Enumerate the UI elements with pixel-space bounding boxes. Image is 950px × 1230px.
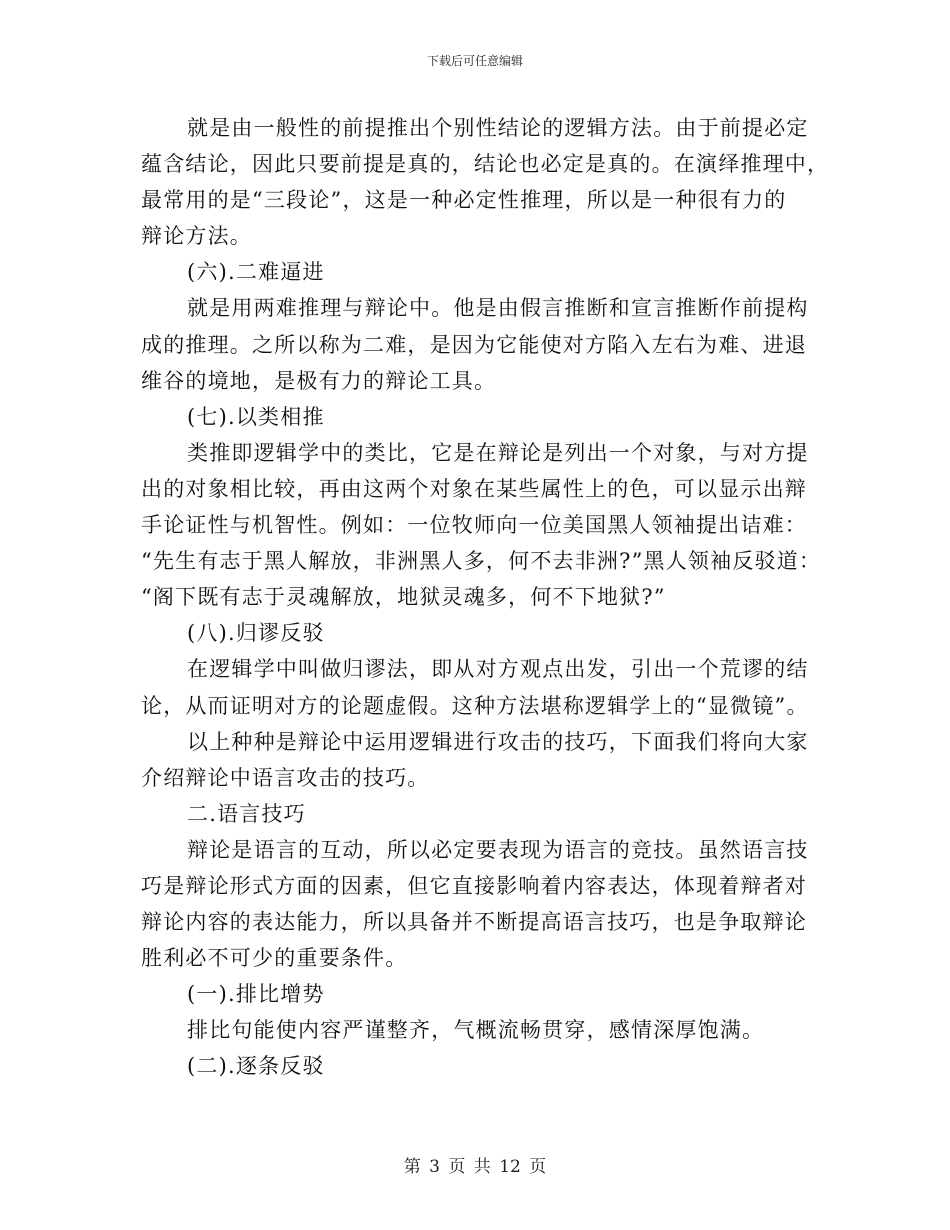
text-line: 胜利必不可少的重要条件。	[141, 946, 408, 971]
text-line: 蕴含结论，因此只要前提是真的，结论也必定是真的。在演绎推理中，	[141, 152, 830, 177]
section-heading: 二.语言技巧	[187, 801, 306, 826]
text-line: 手论证性与机智性。例如：一位牧师向一位美国黑人领袖提出诘难：	[141, 513, 807, 538]
text-line: “阁下既有志于灵魂解放，地狱灵魂多，何不下地狱?”	[141, 585, 666, 610]
section-heading: (六).二难逼进	[187, 260, 325, 285]
text-line: “先生有志于黑人解放，非洲黑人多，何不去非洲?”黑人领袖反驳道：	[141, 549, 822, 574]
text-line: 以上种种是辩论中运用逻辑进行攻击的技巧，下面我们将向大家	[187, 729, 809, 754]
text-line: 介绍辩论中语言攻击的技巧。	[141, 765, 430, 790]
text-line: 在逻辑学中叫做归谬法，即从对方观点出发，引出一个荒谬的结	[187, 657, 809, 682]
section-heading: (二).逐条反驳	[187, 1054, 325, 1079]
section-heading: (七).以类相推	[187, 404, 325, 429]
text-line: 辩论是语言的互动，所以必定要表现为语言的竞技。虽然语言技	[187, 837, 809, 862]
page-header-note: 下载后可任意编辑	[426, 54, 523, 68]
text-line: 就是用两难推理与辩论中。他是由假言推断和宣言推断作前提构	[187, 296, 809, 321]
text-line: 排比句能使内容严谨整齐，气概流畅贯穿，感情深厚饱满。	[187, 1018, 765, 1043]
section-heading: (八).归谬反驳	[187, 621, 325, 646]
text-line: 成的推理。之所以称为二难，是因为它能使对方陷入左右为难、进退	[141, 332, 807, 357]
text-line: 巧是辩论形式方面的因素，但它直接影响着内容表达，体现着辩者对	[141, 873, 807, 898]
text-line: 论，从而证明对方的论题虚假。这种方法堪称逻辑学上的“显微镜”。	[141, 693, 809, 718]
text-line: 类推即逻辑学中的类比，它是在辩论是列出一个对象，与对方提	[187, 440, 809, 465]
text-line: 维谷的境地，是极有力的辩论工具。	[141, 368, 497, 393]
text-line: 辩论内容的表达能力，所以具备并不断提高语言技巧，也是争取辩论	[141, 910, 807, 935]
section-heading: (一).排比增势	[187, 982, 325, 1007]
text-line: 最常用的是“三段论”，这是一种必定性推理，所以是一种很有力的	[141, 188, 787, 213]
text-line: 出的对象相比较，再由这两个对象在某些属性上的色，可以显示出辩	[141, 476, 807, 501]
document-body	[141, 110, 830, 1085]
text-line: 辩论方法。	[141, 224, 252, 249]
page-number: 第 3 页 共 12 页	[403, 1157, 547, 1177]
text-line: 就是由一般性的前提推出个别性结论的逻辑方法。由于前提必定	[187, 116, 809, 140]
